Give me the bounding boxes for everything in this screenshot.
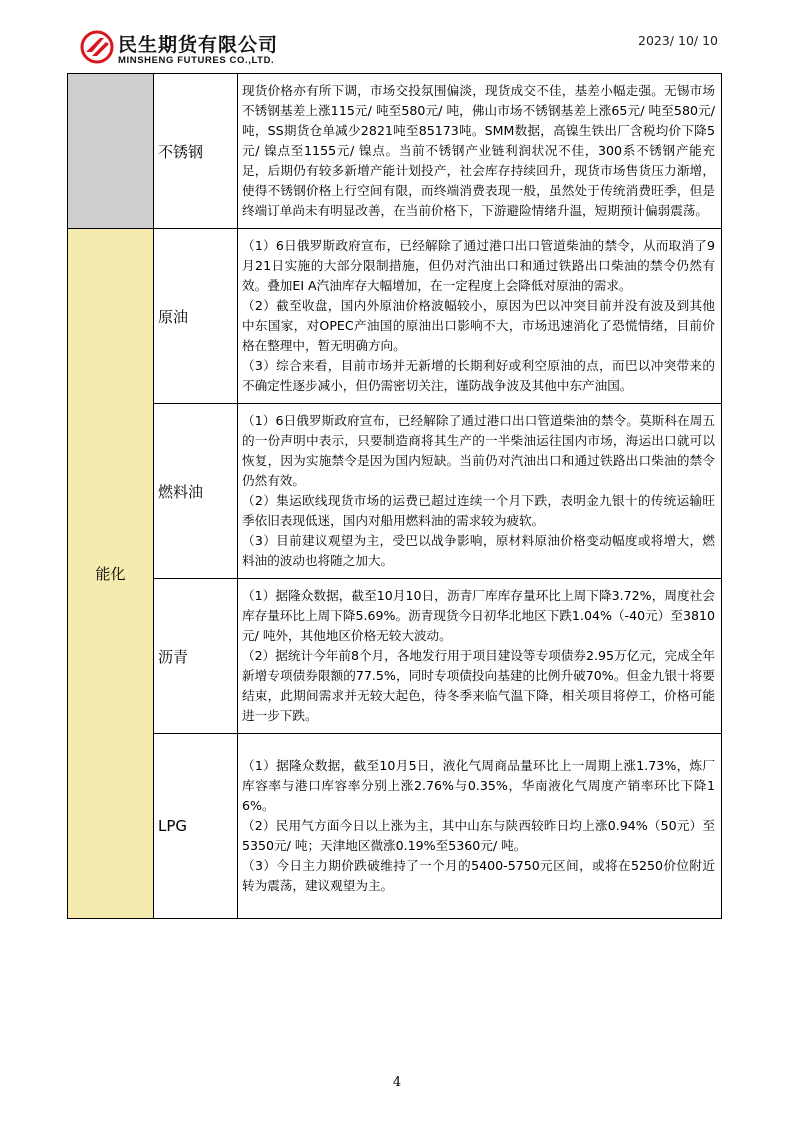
table-row — [68, 404, 722, 579]
page-number: 4 — [392, 1075, 402, 1090]
commodity-analysis — [238, 74, 722, 229]
analysis-paragraph: 现货价格亦有所下调，市场交投氛围偏淡，现货成交不佳，基差小幅走强。无锡市场不锈钢基差上涨115元/ 吨至580元/ 吨，佛山市场不锈钢基差上涨65元/ 吨至580元/ 吨，SS期货仓单减少2821吨至85173吨。SMM数据，高镍生铁出厂含税均价下降5元/ 镍点至1155元/ 镍点。当前不锈钢产业链利润状况不佳，300系不锈钢产能充足，后期仍有较多新增产能计划投产，社会库存持续回升，现货市场售货压力渐增，使得不锈钢价格上行空间有限，而终端消费表现一般，虽然处于传统消费旺季，但是终端订单尚未有明显改善，在当前价格下，下游避险情绪升温，短期预计偏弱震荡。 — [242, 83, 715, 218]
analysis-paragraph: （3）综合来看，目前市场并无新增的长期利好或利空原油的点，而巴以冲突带来的不确定性逐步减小，但仍需密切关注，谨防战争波及其他中东产油国。 — [242, 358, 715, 393]
analysis-paragraph: （1）据隆众数据，截至10月10日，沥青厂库库存量环比上周下降3.72%，周度社会库存量环比上周下降5.69%。沥青现货今日初华北地区下跌1.04%（-40元）至3810元/ 吨外，其他地区价格无较大波动。 — [242, 588, 715, 643]
commodity-analysis — [238, 579, 722, 734]
commodity-name: 沥青 — [154, 579, 238, 734]
analysis-paragraph: （2）民用气方面今日以上涨为主，其中山东与陕西较昨日均上涨0.94%（50元）至5350元/ 吨；天津地区微涨0.19%至5360元/ 吨。 — [242, 818, 715, 853]
commodity-name: LPG — [154, 734, 238, 919]
analysis-paragraph: （1）6日俄罗斯政府宣布，已经解除了通过港口出口管道柴油的禁令，从而取消了9月21日实施的大部分限制措施，但仍对汽油出口和通过铁路出口柴油的禁令仍然有效。叠加EI A汽油库存大幅增加，在一定程度上会降低对原油的需求。 — [242, 238, 715, 293]
table-row — [68, 229, 722, 404]
company-name-en: MINSHENG FUTURES CO.,LTD. — [118, 55, 275, 66]
table-row — [68, 74, 722, 229]
analysis-paragraph: （3）目前建议观望为主，受巴以战争影响，原材料原油价格变动幅度或将增大，燃料油的波动也将随之加大。 — [242, 533, 715, 568]
commodity-name: 燃料油 — [154, 404, 238, 579]
analysis-paragraph: （2）截至收盘，国内外原油价格波幅较小，原因为巴以冲突目前并没有波及到其他中东国家，对OPEC产油国的原油出口影响不大，市场迅速消化了恐慌情绪，目前价格在整理中，暂无明确方向。 — [242, 298, 715, 353]
commodity-table — [67, 73, 722, 919]
analysis-paragraph: （1）据隆众数据，截至10月5日，液化气周商品量环比上一周期上涨1.73%，炼厂库容率与港口库容率分别上涨2.76%与0.35%，华南液化气周度产销率环比下降16%。 — [242, 758, 715, 813]
category-cell-blank — [68, 74, 154, 229]
table-row — [68, 734, 722, 919]
page-header — [0, 0, 794, 76]
company-name-cn: 民生期货有限公司 — [118, 34, 279, 56]
commodity-analysis — [238, 404, 722, 579]
commodity-analysis — [238, 734, 722, 919]
minsheng-logo-icon — [80, 30, 114, 64]
category-cell-energy: 能化 — [68, 229, 154, 919]
report-date: 2023/ 10/ 10 — [638, 33, 718, 48]
commodity-name: 不锈钢 — [154, 74, 238, 229]
analysis-paragraph: （1）6日俄罗斯政府宣布，已经解除了通过港口出口管道柴油的禁令。莫斯科在周五的一份声明中表示，只要制造商将其生产的一半柴油运往国内市场，海运出口就可以恢复，因为实施禁令是因为国内短缺。当前仍对汽油出口和通过铁路出口柴油的禁令仍然有效。 — [242, 413, 715, 488]
commodity-name: 原油 — [154, 229, 238, 404]
table-row — [68, 579, 722, 734]
analysis-paragraph: （3）今日主力期价跌破维持了一个月的5400-5750元区间，或将在5250价位附近转为震荡，建议观望为主。 — [242, 858, 715, 893]
analysis-paragraph: （2）集运欧线现货市场的运费已超过连续一个月下跌，表明金九银十的传统运输旺季依旧表现低迷，国内对船用燃料油的需求较为疲软。 — [242, 493, 715, 528]
company-logo — [80, 28, 320, 72]
commodity-analysis — [238, 229, 722, 404]
analysis-paragraph: （2）据统计今年前8个月，各地发行用于项目建设等专项债券2.95万亿元，完成全年新增专项债券限额的77.5%，同时专项债投向基建的比例升破70%。但金九银十将要结束，此期间需求并无较大起色，待冬季来临气温下降，相关项目将停工，价格可能进一步下跌。 — [242, 648, 715, 723]
